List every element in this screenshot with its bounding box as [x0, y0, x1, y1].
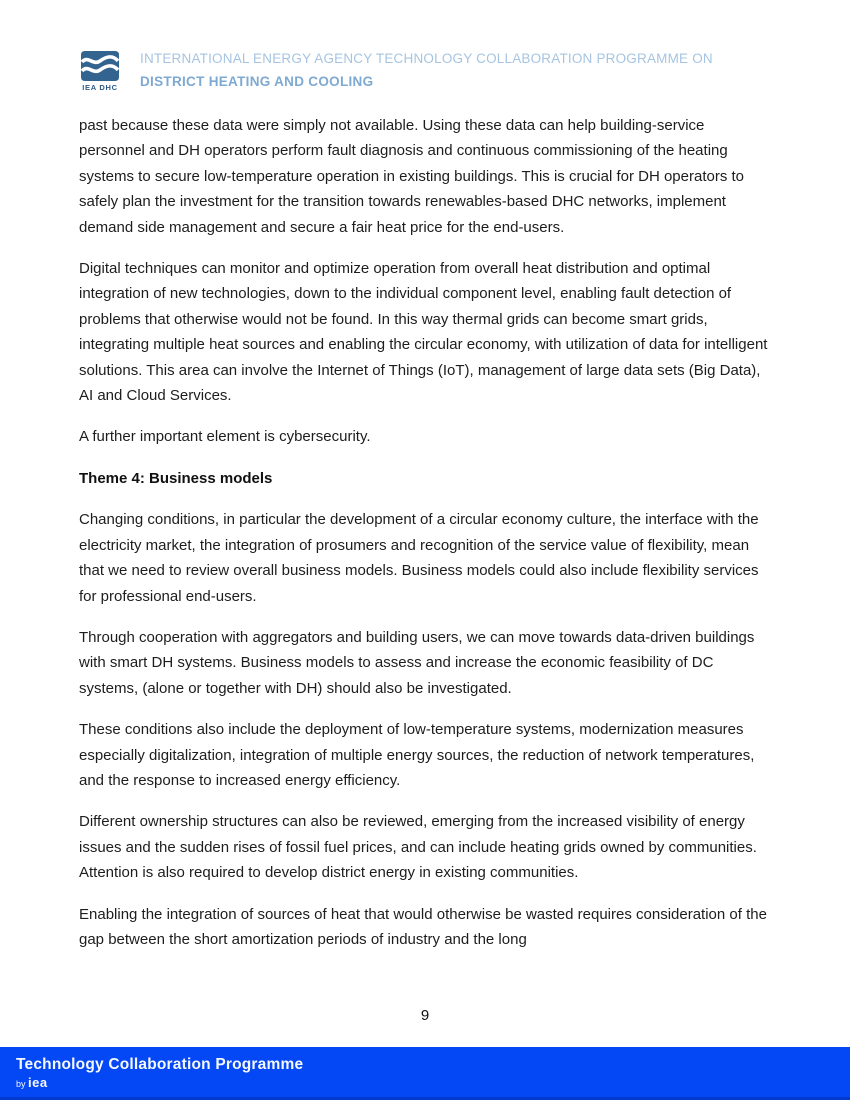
paragraph: past because these data were simply not available. Using these data can help building-service personnel and DH operators perform fault diagnosis and continuous commissioning of the heating systems to secure low-temperature operation in existing buildings. This is crucial for DH operators to safely plan the investment for the transition towards renewables-based DHC networks, implement demand side management and secure a fair heat price for the end-users. — [79, 117, 745, 236]
paragraph: These conditions also include the deployment of low-temperature systems, modernization measures especially digitalization, integration of multiple energy sources, the reduction of network temperatures, and the response to increased energy efficiency. — [79, 721, 755, 789]
footer-brand-bar — [0, 1047, 850, 1100]
logo-text: IEA DHC — [82, 83, 118, 92]
paragraph: Different ownership structures can also be reviewed, emerging from the increased visibility of energy issues and the sudden rises of fossil fuel prices, and can include heating grids owned by communities. Attention is also required to develop district energy in existing communities. — [79, 813, 757, 882]
paragraph: Enabling the integration of sources of heat that would otherwise be wasted requires consideration of the gap between the short amortization periods of industry and the long — [79, 905, 767, 948]
programme-line: INTERNATIONAL ENERGY AGENCY TECHNOLOGY COLLABORATION PROGRAMME ON — [140, 51, 713, 66]
paragraph: A further important element is cybersecurity. — [79, 428, 371, 446]
iea-dhc-logo — [79, 51, 121, 92]
footer-by-prefix: by — [16, 1079, 26, 1089]
page-number: 9 — [420, 1007, 430, 1024]
footer-programme-title: Technology Collaboration Programme — [16, 1056, 304, 1073]
paragraph: Changing conditions, in particular the development of a circular economy culture, the interface with the electricity market, the integration of prosumers and recognition of the service value of flexibility, mean that we need to review overall business models. Business models could also include flexibility services for professional end-users. — [79, 511, 759, 605]
iea-dhc-wave-logo-icon — [79, 51, 121, 81]
paragraph: Digital techniques can monitor and optimize operation from overall heat distribution and optimal integration of new technologies, down to the individual component level, enabling fault detection of problems that otherwise would not be found. In this way thermal grids can become smart grids, integrating multiple heat sources and enabling the circular economy, with utilization of data for intelligent solutions. This area can involve the Internet of Things (IoT), management of large data sets (Big Data), AI and Cloud Services. — [79, 260, 768, 405]
footer-byline — [16, 1077, 850, 1090]
iea-brand-logo: iea — [28, 1075, 48, 1090]
programme-name: DISTRICT HEATING AND COOLING — [140, 74, 374, 89]
header-title — [140, 51, 713, 90]
paragraph: Through cooperation with aggregators and building users, we can move towards data-driven buildings with smart DH systems. Business models to assess and increase the economic feasibility of DC systems, (alone or together with DH) should also be investigated. — [79, 628, 755, 697]
section-heading-theme-4: Theme 4: Business models — [79, 469, 273, 487]
document-body — [79, 113, 773, 968]
